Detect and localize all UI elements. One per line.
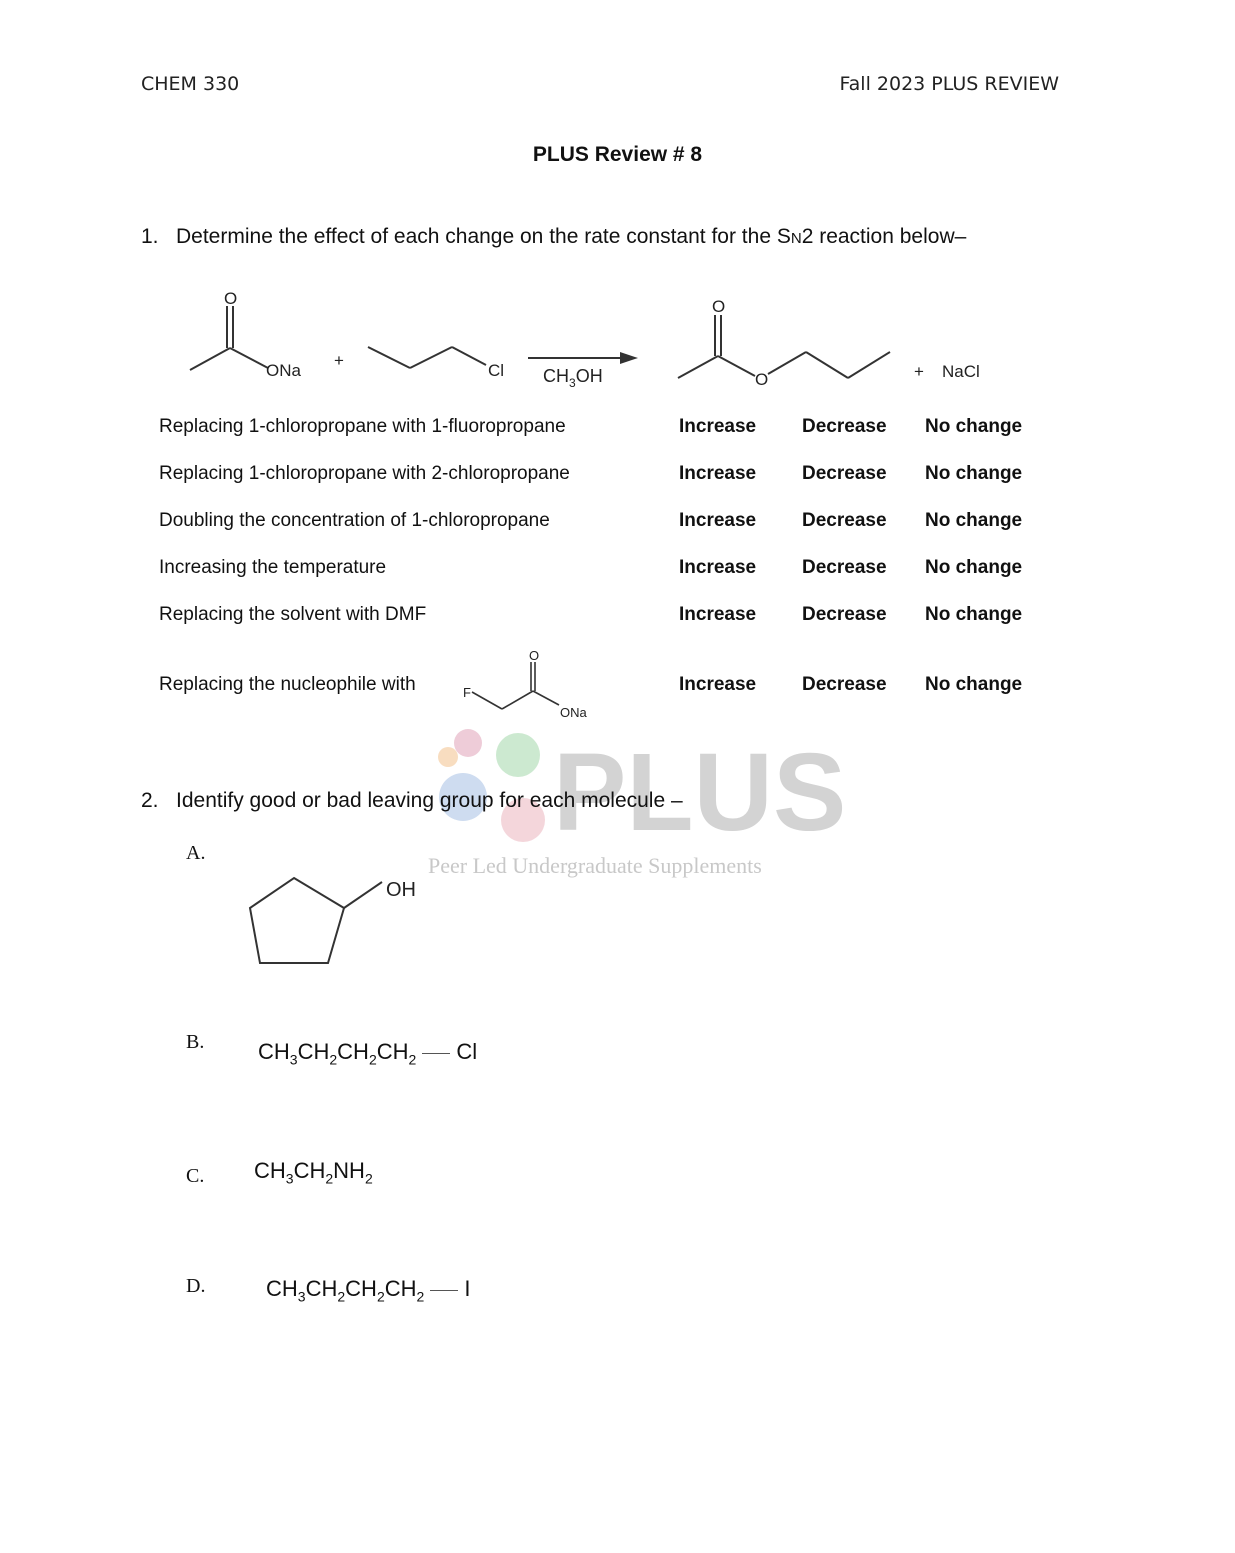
row-6-nochange-option[interactable]: No change	[925, 674, 1023, 695]
item-b-group: Cl	[456, 1039, 478, 1064]
nucleophile-f: F	[463, 685, 471, 700]
reaction-scheme	[0, 280, 1200, 400]
item-b-bond	[422, 1053, 450, 1054]
row-1-nochange-option[interactable]: No change	[925, 416, 1023, 437]
row-3-nochange-option[interactable]: No change	[925, 510, 1023, 531]
svg-text:PLUS: PLUS	[553, 731, 847, 854]
item-d-formula: $CH_3CH_2CH_2CH_2$ I	[266, 1276, 471, 1305]
row-4-decrease-option[interactable]: Decrease	[802, 557, 887, 578]
nucleophile-ona: ONa	[560, 705, 587, 720]
watermark-tagline: Peer Led Undergraduate Supplements	[428, 853, 762, 878]
q1-number: 1.	[141, 225, 159, 248]
item-a-letter: A.	[186, 842, 206, 864]
row-5-label: Replacing the solvent with DMF	[159, 604, 427, 625]
plus-sign-2: +	[914, 362, 924, 381]
q1-subscript: N	[790, 230, 802, 247]
row-2-label: Replacing 1-chloropropane with 2-chloropropane	[159, 463, 570, 484]
fluoroacetate-structure	[455, 645, 605, 725]
cyclopentanol-structure	[240, 870, 440, 975]
item-d-group: I	[464, 1276, 471, 1301]
row-6-increase-option[interactable]: Increase	[679, 674, 757, 695]
product-ester-o: O	[755, 370, 769, 389]
row-3-increase-option[interactable]: Increase	[679, 510, 757, 531]
row-2-decrease-option[interactable]: Decrease	[802, 463, 887, 484]
row-5-decrease-option[interactable]: Decrease	[802, 604, 887, 625]
q1-text-before: Determine the effect of each change on the rate constant for the S	[176, 225, 791, 248]
row-4-increase-option[interactable]: Increase	[679, 557, 757, 578]
product-carbonyl-o: O	[712, 297, 726, 316]
byproduct-label: NaCl	[942, 362, 980, 381]
page-title: PLUS Review # 8	[532, 143, 703, 166]
row-3-decrease-option[interactable]: Decrease	[802, 510, 887, 531]
row-5-increase-option[interactable]: Increase	[679, 604, 757, 625]
item-b-formula: $CH_3CH_2CH_2CH_2$ Cl	[258, 1039, 478, 1068]
row-6-decrease-option[interactable]: Decrease	[802, 674, 887, 695]
nucleophile-o: O	[529, 648, 540, 663]
reactant1-carbonyl-o: O	[224, 289, 238, 308]
row-1-label: Replacing 1-chloropropane with 1-fluoropropane	[159, 416, 566, 437]
q2-number: 2.	[141, 789, 159, 812]
plus-sign-1: +	[334, 351, 344, 370]
reactant1-label: ONa	[266, 361, 301, 380]
solvent-label: $CH_3OH$	[543, 366, 603, 390]
reactant2-label: Cl	[488, 361, 505, 380]
item-b-letter: B.	[186, 1031, 205, 1053]
row-1-increase-option[interactable]: Increase	[679, 416, 757, 437]
item-c-formula: $CH_3CH_2NH_2$	[254, 1158, 373, 1187]
row-2-increase-option[interactable]: Increase	[679, 463, 757, 484]
header-course: CHEM 330	[141, 73, 240, 95]
q1-prompt	[176, 225, 966, 249]
row-5-nochange-option[interactable]: No change	[925, 604, 1023, 625]
row-3-label: Doubling the concentration of 1-chloropropane	[159, 510, 550, 531]
row-1-decrease-option[interactable]: Decrease	[802, 416, 887, 437]
item-d-bond	[430, 1290, 458, 1291]
q1-text-after: 2 reaction below–	[801, 225, 967, 248]
row-2-nochange-option[interactable]: No change	[925, 463, 1023, 484]
row-6-label: Replacing the nucleophile with	[159, 674, 416, 695]
item-d-letter: D.	[186, 1275, 206, 1297]
row-4-label: Increasing the temperature	[159, 557, 387, 578]
q2-prompt: Identify good or bad leaving group for each molecule –	[176, 789, 683, 812]
row-4-nochange-option[interactable]: No change	[925, 557, 1023, 578]
item-c-letter: C.	[186, 1165, 205, 1187]
item-a-group: OH	[386, 879, 416, 901]
header-term: Fall 2023 PLUS REVIEW	[839, 73, 1059, 95]
